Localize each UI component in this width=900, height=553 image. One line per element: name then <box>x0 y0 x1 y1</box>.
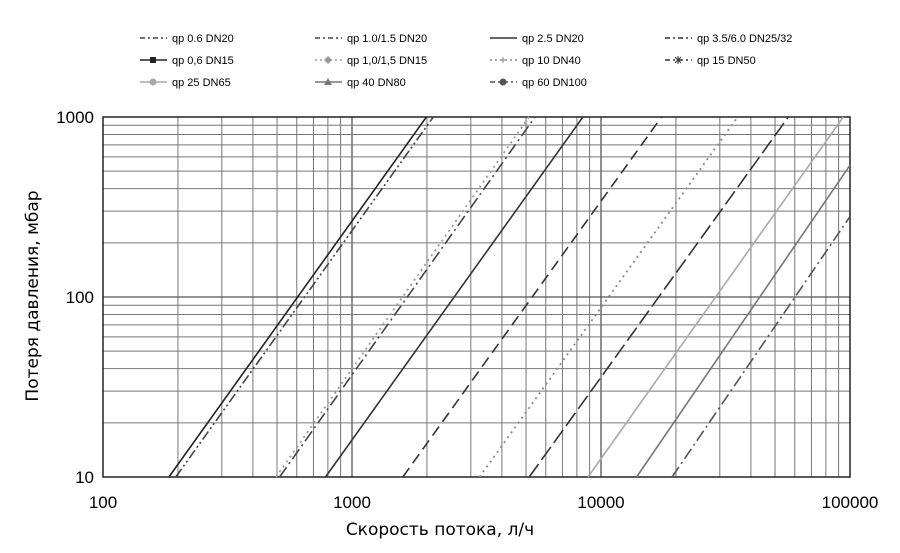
legend-marker <box>500 57 506 63</box>
x-tick-label: 100000 <box>821 493 879 512</box>
chart-legend <box>140 33 792 89</box>
y-axis-ticks <box>56 108 94 487</box>
legend-item <box>315 33 427 45</box>
series-qp-60-dn100 <box>672 217 850 478</box>
legend-item <box>315 77 406 89</box>
legend-label: qp 25 DN65 <box>172 77 231 89</box>
legend-label: qp 1.0/1.5 DN20 <box>347 33 428 45</box>
legend-label: qp 15 DN50 <box>697 55 756 67</box>
legend-item <box>665 55 756 67</box>
legend-marker <box>150 57 156 63</box>
y-tick-label: 10 <box>75 468 94 487</box>
y-axis-title: Потеря давления, мбар <box>23 190 43 402</box>
x-tick-label: 1000 <box>333 493 371 512</box>
legend-label: qp 40 DN80 <box>347 77 406 89</box>
x-tick-label: 10000 <box>577 493 625 512</box>
y-tick-label: 100 <box>65 288 94 307</box>
legend-marker <box>500 79 507 86</box>
legend-label: qp 1,0/1,5 DN15 <box>347 55 428 67</box>
legend-marker <box>324 56 332 64</box>
legend-item <box>140 77 231 89</box>
legend-label: qp 2.5 DN20 <box>522 33 584 45</box>
legend-item <box>315 55 427 67</box>
legend-label: qp 3.5/6.0 DN25/32 <box>697 33 793 45</box>
legend-item <box>490 55 581 67</box>
x-axis-title: Скорость потока, л/ч <box>345 520 535 540</box>
x-axis-ticks <box>89 493 879 512</box>
legend-item <box>490 33 584 45</box>
legend-item <box>140 55 234 67</box>
chart-grid <box>103 117 850 477</box>
legend-item <box>490 77 587 89</box>
y-tick-label: 1000 <box>56 108 94 127</box>
series-line <box>672 217 850 478</box>
x-tick-label: 100 <box>88 493 118 512</box>
legend-label: qp 10 DN40 <box>522 55 581 67</box>
legend-item <box>665 33 792 45</box>
legend-marker <box>150 79 157 86</box>
legend-item <box>140 33 234 45</box>
legend-label: qp 0,6 DN15 <box>172 55 234 67</box>
legend-label: qp 0.6 DN20 <box>172 33 234 45</box>
legend-label: qp 60 DN100 <box>522 77 587 89</box>
